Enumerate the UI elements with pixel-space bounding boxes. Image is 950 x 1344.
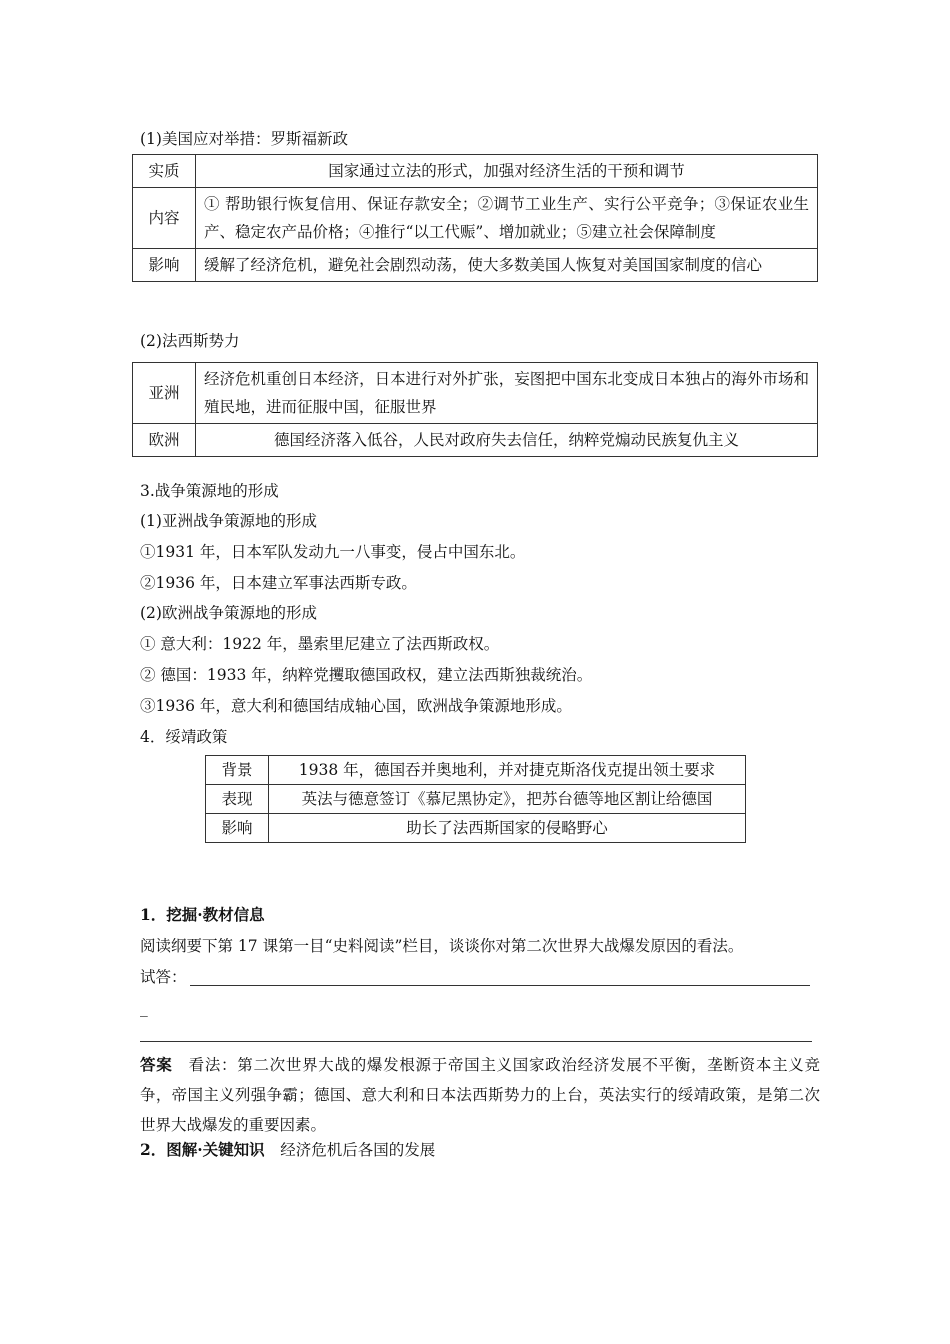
question-1-title: 1．挖掘·教材信息 xyxy=(140,905,265,924)
question-2-line xyxy=(140,1139,435,1161)
appeasement-background-header: 背景 xyxy=(206,756,269,785)
appeasement-background-cell: 1938 年，德国吞并奥地利，并对捷克斯洛伐克提出领土要求 xyxy=(269,756,746,785)
europe-war-source-item-1: ① 意大利：1922 年，墨索里尼建立了法西斯政权。 xyxy=(140,635,500,653)
europe-war-source-item-3: ③1936 年，意大利和德国结成轴心国，欧洲战争策源地形成。 xyxy=(140,697,572,715)
fascism-europe-cell: 德国经济落入低谷，人民对政府失去信任，纳粹党煽动民族复仇主义 xyxy=(196,424,818,457)
section-title-war-sources: 3.战争策源地的形成 xyxy=(140,482,279,500)
asia-war-source-item-2: ②1936 年，日本建立军事法西斯专政。 xyxy=(140,574,417,592)
fascism-asia-cell: 经济危机重创日本经济，日本进行对外扩张，妄图把中国东北变成日本独占的海外市场和殖民地，进而征服中国，征服世界 xyxy=(196,363,818,424)
new-deal-impact-cell: 缓解了经济危机，避免社会剧烈动荡，使大多数美国人恢复对美国国家制度的信心 xyxy=(196,249,818,282)
answer-label: 答案 xyxy=(140,1055,173,1074)
appeasement-table xyxy=(205,755,746,843)
new-deal-essence-header: 实质 xyxy=(133,155,196,188)
appeasement-manifestation-cell: 英法与德意签订《慕尼黑协定》，把苏台德等地区割让给德国 xyxy=(269,785,746,814)
europe-war-source-item-2: ② 德国：1933 年，纳粹党攫取德国政权，建立法西斯独裁统治。 xyxy=(140,666,593,684)
asia-war-source-title: (1)亚洲战争策源地的形成 xyxy=(140,512,317,530)
answer-text: 看法：第二次世界大战的爆发根源于帝国主义国家政治经济发展不平衡，垄断资本主义竞争，帝国主义列强争霸；德国、意大利和日本法西斯势力的上台，英法实行的绥靖政策，是第二次世界大战爆发的重要因素。 xyxy=(140,1056,820,1134)
new-deal-impact-header: 影响 xyxy=(133,249,196,282)
question-2-text: 经济危机后各国的发展 xyxy=(280,1141,436,1159)
appeasement-impact-header: 影响 xyxy=(206,814,269,843)
appeasement-impact-cell: 助长了法西斯国家的侵略野心 xyxy=(269,814,746,843)
asia-war-source-item-1: ①1931 年，日本军队发动九一八事变，侵占中国东北。 xyxy=(140,543,526,561)
question-1-text: 阅读纲要下第 17 课第一目“史料阅读”栏目，谈谈你对第二次世界大战爆发原因的看法。 xyxy=(140,937,744,955)
fascism-europe-header: 欧洲 xyxy=(133,424,196,457)
new-deal-table xyxy=(132,154,818,282)
section-title-appeasement: 4．绥靖政策 xyxy=(140,728,228,746)
fascism-asia-header: 亚洲 xyxy=(133,363,196,424)
new-deal-content-cell: ① 帮助银行恢复信用、保证存款安全；②调节工业生产、实行公平竞争；③保证农业生产、稳定农产品价格；④推行“以工代赈”、增加就业；⑤建立社会保障制度 xyxy=(196,188,818,249)
appeasement-manifestation-header: 表现 xyxy=(206,785,269,814)
answer-line-underscore: _ xyxy=(140,999,148,1017)
europe-war-source-title: (2)欧洲战争策源地的形成 xyxy=(140,604,317,622)
question-2-title: 2．图解·关键知识 xyxy=(140,1140,265,1159)
answer-prompt: 试答： xyxy=(140,968,187,986)
answer-paragraph xyxy=(140,1050,820,1140)
answer-line-2[interactable] xyxy=(140,1041,812,1042)
fascism-table xyxy=(132,362,818,457)
section-title-fascism: (2)法西斯势力 xyxy=(140,332,240,350)
section-title-new-deal: (1)美国应对举措：罗斯福新政 xyxy=(140,130,348,148)
answer-line-1[interactable] xyxy=(190,985,810,986)
new-deal-content-header: 内容 xyxy=(133,188,196,249)
new-deal-essence-cell: 国家通过立法的形式，加强对经济生活的干预和调节 xyxy=(196,155,818,188)
